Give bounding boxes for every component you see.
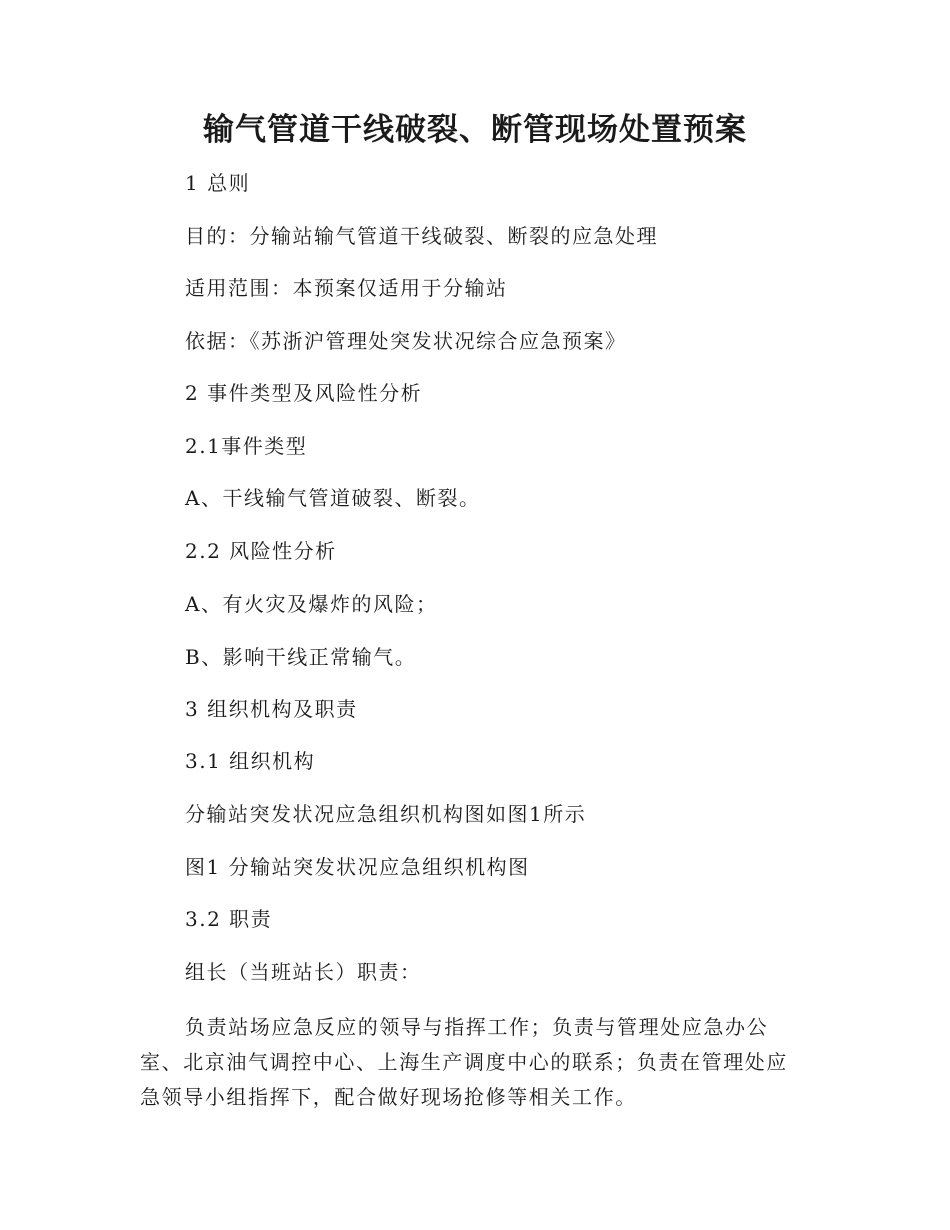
text-scope: 适用范围：本预案仅适用于分输站 bbox=[185, 276, 508, 300]
subsection-heading-duties: 3.2 职责 bbox=[185, 907, 273, 931]
list-item-event-a: A、干线输气管道破裂、断裂。 bbox=[185, 486, 481, 510]
document-title: 输气管道干线破裂、断管现场处置预案 bbox=[203, 112, 747, 148]
section-heading-event-risk: 2 事件类型及风险性分析 bbox=[185, 381, 423, 405]
paragraph-leader-duties: 负责站场应急反应的领导与指挥工作；负责与管理处应急办公室、北京油气调控中心、上海生产调度中心的联系；负责在管理处应急领导小组指挥下，配合做好现场抢修等相关工作。 bbox=[140, 1015, 788, 1109]
text-leader-duties-heading: 组长（当班站长）职责： bbox=[185, 960, 422, 984]
text-purpose: 目的：分输站输气管道干线破裂、断裂的应急处理 bbox=[185, 224, 658, 248]
list-item-risk-a: A、有火灾及爆炸的风险； bbox=[185, 592, 438, 616]
subsection-heading-org-structure: 3.1 组织机构 bbox=[185, 749, 316, 773]
figure-caption: 图1 分输站突发状况应急组织机构图 bbox=[185, 855, 530, 879]
section-heading-organization: 3 组织机构及职责 bbox=[185, 697, 358, 721]
list-item-risk-b: B、影响干线正常输气。 bbox=[185, 645, 417, 669]
section-heading-general: 1 总则 bbox=[185, 171, 251, 195]
text-basis: 依据：《苏浙沪管理处突发状况综合应急预案》 bbox=[185, 329, 627, 353]
subsection-heading-risk-analysis: 2.2 风险性分析 bbox=[185, 539, 337, 563]
text-org-chart-ref: 分输站突发状况应急组织机构图如图1所示 bbox=[185, 802, 587, 826]
subsection-heading-event-type: 2.1事件类型 bbox=[185, 434, 308, 458]
